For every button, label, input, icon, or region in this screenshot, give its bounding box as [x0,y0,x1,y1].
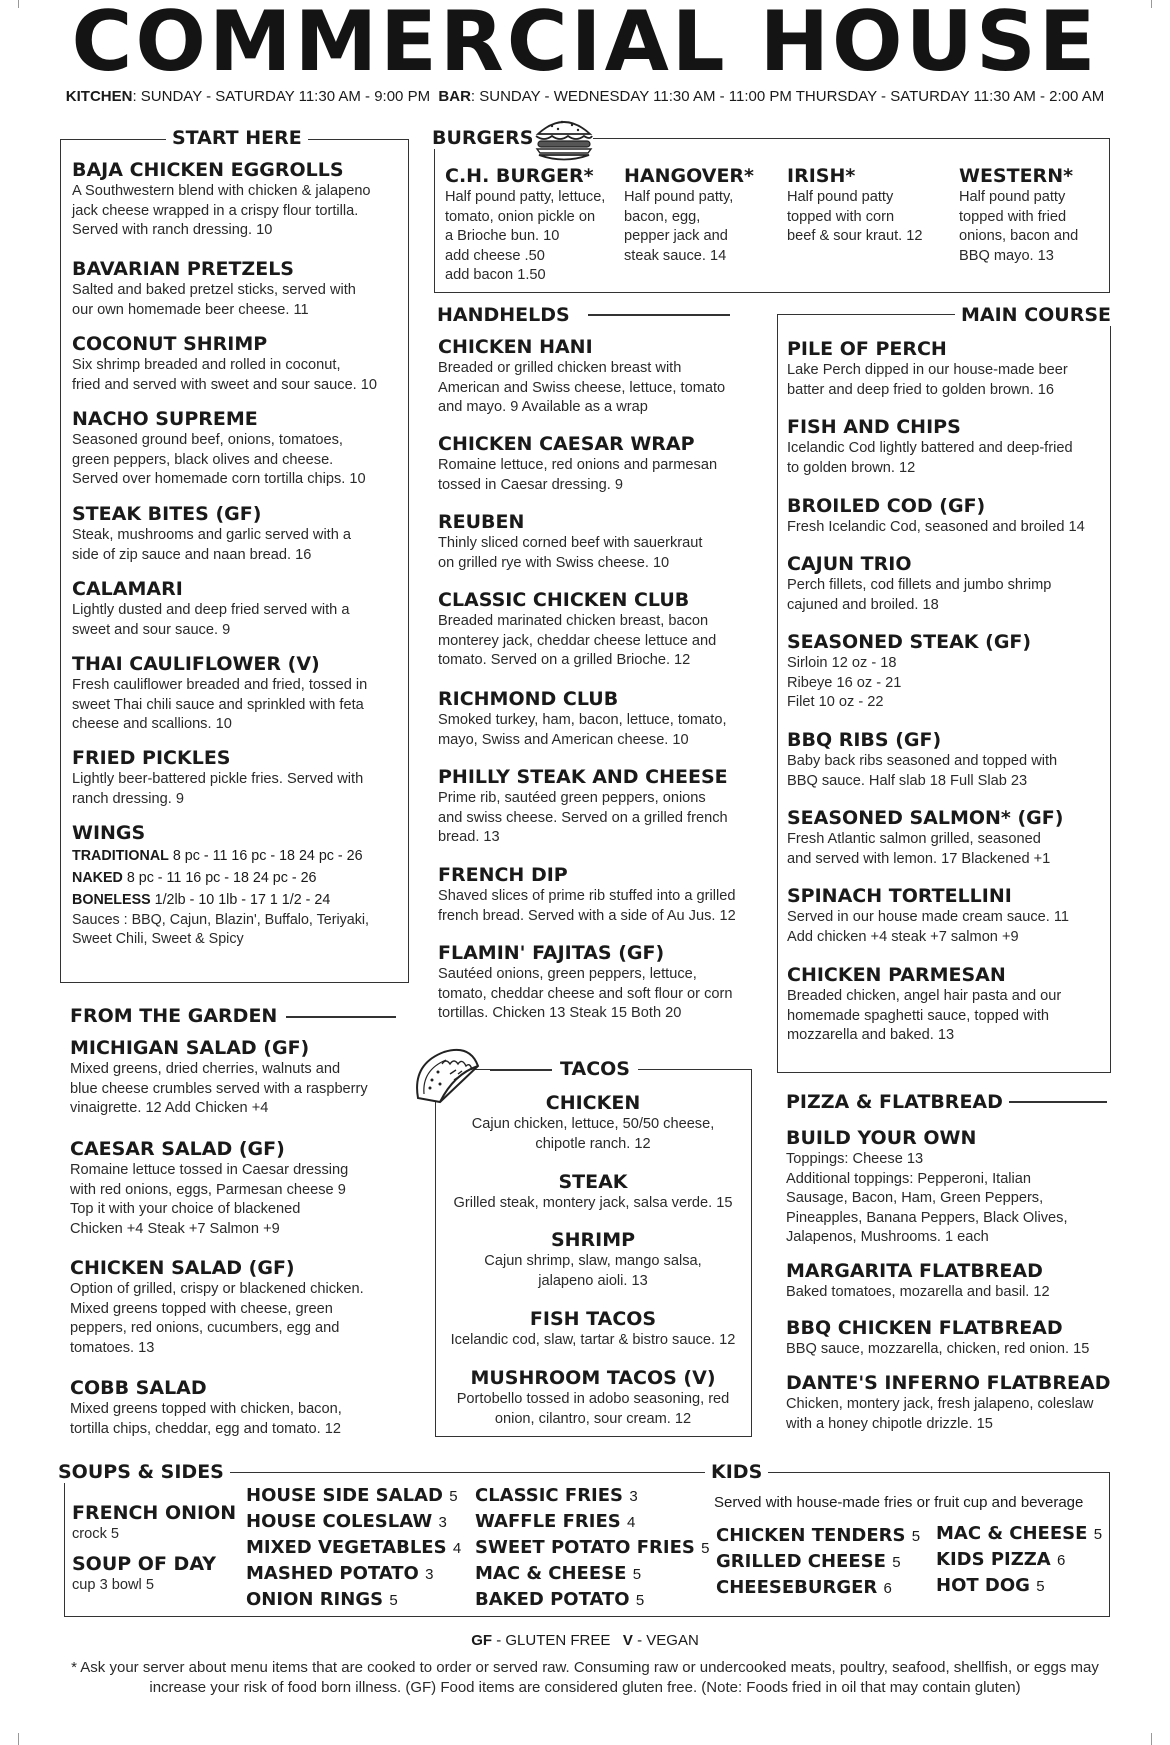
pizza-rule [1005,1101,1107,1103]
menu-item [72,652,367,735]
tacos-title: TACOS [552,1058,638,1080]
item-description: Half pound patty topped with corn beef & sour kraut. 12 [787,189,923,244]
kids-item-name: MAC & CHEESE [936,1523,1088,1544]
item-name: THAI CAULIFLOWER (V) [72,653,320,675]
handhelds-rule [588,314,730,316]
item-description: Served in our house made cream sauce. 11 Add chicken +4 steak +7 salmon +9 [787,909,1070,945]
menu-item [436,1307,750,1351]
item-description: Lake Perch dipped in our house-made beer batter and deep fried to golden brown. 16 [787,362,1068,398]
menu-item [787,630,1031,713]
side-item [246,1535,461,1561]
item-description: Chicken, montery jack, fresh jalapeno, coleslaw with a honey chipotle drizzle. 15 [786,1396,1094,1432]
item-description: Breaded chicken, angel hair pasta and our homemade spaghetti sauce, topped with mozzarella and baked. 13 [787,988,1062,1043]
item-description: Six shrimp breaded and rolled in coconut, fried and served with sweet and sour sauce. 10 [72,357,378,393]
item-description: Fresh cauliflower breaded and fried, tossed in sweet Thai chili sauce and sprinkled with feta cheese and scallions. 10 [72,677,368,732]
item-name: MARGARITA FLATBREAD [786,1260,1043,1282]
item-description: Lightly beer-battered pickle fries. Served with ranch dressing. 9 [72,771,364,807]
kids-item-name: GRILLED CHEESE [716,1551,886,1572]
soup-item [72,1552,216,1596]
menu-item [72,502,351,565]
item-description: Fresh Atlantic salmon grilled, seasoned and served with lemon. 17 Blackened +1 [787,831,1051,867]
kids-item [716,1575,920,1601]
side-price: 4 [452,1540,462,1557]
side-item [475,1509,709,1535]
kids-item [936,1521,1102,1547]
item-description: Grilled steak, montery jack, salsa verde. 15 [453,1195,733,1211]
item-description: Smoked turkey, ham, bacon, lettuce, tomato, mayo, Swiss and American cheese. 10 [438,712,727,748]
item-description: Fresh Icelandic Cod, seasoned and broiled 14 [787,519,1085,535]
soups-title: SOUPS & SIDES [52,1461,230,1483]
menu-item [72,407,366,490]
kids-item-price: 5 [892,1554,901,1571]
menu-item [436,1228,750,1291]
side-name: WAFFLE FRIES [475,1511,621,1532]
side-item [246,1587,461,1613]
legend [0,1632,1170,1649]
item-name: STEAK [558,1171,628,1193]
pizza-title: PIZZA & FLATBREAD [780,1091,1009,1113]
disclaimer: * Ask your server about menu items that are cooked to order or served raw. Consuming raw or undercooked meats, poultry, seafood, shellfish, or eggs may increase your risk of food born illness. (GF) Food items are considered gluten free. (Note: Foods fried in oil that may contain gluten) [71,1659,1099,1696]
item-name: HANGOVER* [624,165,754,187]
menu-item [438,765,728,848]
item-name: SEASONED SALMON* (GF) [787,807,1064,829]
side-item [475,1535,709,1561]
menu-item [438,432,717,495]
item-name: SHRIMP [550,1229,636,1251]
kids-item-price: 5 [1093,1526,1103,1543]
item-name: BUILD YOUR OWN [786,1127,977,1149]
item-name: FISH AND CHIPS [787,416,961,438]
item-name: WINGS [72,822,146,844]
menu-item [786,1371,1111,1434]
menu-item [959,164,1078,266]
item-name: PILE OF PERCH [787,338,947,360]
bar-hours: : SUNDAY - WEDNESDAY 11:30 AM - 11:00 PM THURSDAY - SATURDAY 11:30 AM - 2:00 AM [470,88,1105,105]
item-name: CAJUN TRIO [787,553,912,575]
menu-item [72,746,363,809]
crop-mark [18,1733,29,1745]
garden-rule [286,1016,396,1018]
wings-boneless [72,889,369,911]
item-name: CLASSIC CHICKEN CLUB [438,589,690,611]
item-name: BROILED COD (GF) [787,495,986,517]
side-name: MASHED POTATO [246,1563,419,1584]
menu-item [438,588,716,671]
wings-sauces: Sauces : BBQ, Cajun, Blazin', Buffalo, Teriyaki, Sweet Chili, Sweet & Spicy [72,912,370,947]
side-item [475,1561,709,1587]
item-name: STEAK BITES (GF) [72,503,262,525]
item-description: Romaine lettuce tossed in Caesar dressing with red onions, eggs, Parmesan cheese 9 Top it with your choice of blackened Chicken +4 Steak +7 Salmon +9 [70,1162,349,1237]
item-name: FRIED PICKLES [72,747,231,769]
item-name: FISH TACOS [529,1308,657,1330]
wings-naked [72,867,369,889]
item-description: Half pound patty, lettuce, tomato, onion pickle on a Brioche bun. 10 add cheese .50 add bacon 1.50 [445,189,606,283]
item-description: A Southwestern blend with chicken & jalapeno jack cheese wrapped in a crispy flour tortilla. Served with ranch dressing. 10 [72,183,371,238]
item-description: Toppings: Cheese 13 Additional toppings: Pepperoni, Italian Sausage, Bacon, Ham, Green Peppers, Pineapples, Banana Peppers, Black Olives, Jalapenos, Mushrooms. 1 each [786,1151,1068,1245]
legend-v-text: - VEGAN [632,1632,699,1649]
item-name: MUSHROOM TACOS (V) [470,1367,716,1389]
kids-item [716,1523,920,1549]
wings-traditional-prices: 8 pc - 11 16 pc - 18 24 pc - 26 [168,848,363,864]
item-name: CHICKEN PARMESAN [787,964,1006,986]
side-name: HOUSE COLESLAW [246,1511,433,1532]
side-name: MIXED VEGETABLES [246,1537,447,1558]
side-name: CLASSIC FRIES [475,1485,624,1506]
kids-item-price: 6 [1057,1552,1066,1569]
item-name: COBB SALAD [70,1377,207,1399]
menu-item [72,158,371,241]
side-price: 3 [629,1488,638,1505]
menu-item [438,941,732,1024]
side-price: 3 [438,1514,447,1531]
item-description: Breaded marinated chicken breast, bacon monterey jack, cheddar cheese lettuce and tomato. Served on a grilled Brioche. 12 [438,613,717,668]
item-description: Cajun chicken, lettuce, 50/50 cheese, chipotle ranch. 12 [471,1116,715,1152]
side-name: MAC & CHEESE [475,1563,627,1584]
item-description: Perch fillets, cod fillets and jumbo shrimp cajuned and broiled. 18 [787,577,1052,613]
item-name: FRENCH ONION [72,1502,237,1524]
side-price: 5 [632,1566,642,1583]
item-name: DANTE'S INFERNO FLATBREAD [786,1372,1111,1394]
side-item [246,1483,461,1509]
menu-item [72,577,349,640]
kids-item [936,1547,1102,1573]
item-description: Salted and baked pretzel sticks, served with our own homemade beer cheese. 11 [72,282,356,318]
sides-col-1 [246,1483,461,1613]
start-here-title: START HERE [166,127,308,149]
item-description: Option of grilled, crispy or blackened chicken. Mixed greens topped with cheese, green peppers, red onions, cucumbers, egg and tomatoes. 13 [70,1281,364,1356]
item-name: MICHIGAN SALAD (GF) [70,1037,310,1059]
wings-naked-prices: 8 pc - 11 16 pc - 18 24 pc - 26 [122,870,317,886]
menu-item [624,164,754,266]
item-name: CHICKEN SALAD (GF) [70,1257,295,1279]
item-name: BBQ CHICKEN FLATBREAD [786,1317,1063,1339]
item-description: Mixed greens, dried cherries, walnuts and blue cheese crumbles served with a raspberry vinaigrette. 12 Add Chicken +4 [70,1061,368,1116]
burger-icon [532,112,596,164]
crop-mark [1141,1733,1152,1745]
menu-item [787,728,1057,791]
item-description: Half pound patty, bacon, egg, pepper jack and steak sauce. 14 [624,189,734,264]
side-item [246,1509,461,1535]
item-description: Romaine lettuce, red onions and parmesan tossed in Caesar dressing. 9 [438,457,718,493]
menu-item [786,1316,1089,1360]
bar-label: BAR [438,88,471,105]
side-price: 5 [635,1592,645,1609]
menu-item [70,1256,364,1358]
item-description: Prime rib, sautéed green peppers, onions and swiss cheese. Served on a grilled french bread. 13 [438,790,728,845]
item-name: WESTERN* [959,165,1074,187]
item-name: CAESAR SALAD (GF) [70,1138,285,1160]
item-description: Thinly sliced corned beef with sauerkraut on grilled rye with Swiss cheese. 10 [438,535,703,571]
kids-item-name: KIDS PIZZA [936,1549,1051,1570]
menu-item [436,1170,750,1214]
menu-item [72,332,377,395]
side-price: 5 [389,1592,398,1609]
item-description: BBQ sauce, mozzarella, chicken, red onion. 15 [786,1341,1090,1357]
item-description: Steak, mushrooms and garlic served with a side of zip sauce and naan bread. 16 [72,527,352,563]
item-name: BAJA CHICKEN EGGROLLS [72,159,344,181]
menu-item [436,1366,750,1429]
side-price: 3 [425,1566,434,1583]
menu-item [787,806,1063,869]
wings-boneless-prices: 1/2lb - 10 1lb - 17 1 1/2 - 24 [150,892,331,908]
item-name: SEASONED STEAK (GF) [787,631,1032,653]
menu-item [72,257,356,320]
side-item [246,1561,461,1587]
item-name: FLAMIN' FAJITAS (GF) [438,942,665,964]
kids-title: KIDS [705,1461,768,1483]
item-description: Cajun shrimp, slaw, mango salsa, jalapeno aioli. 13 [484,1253,702,1289]
side-name: SWEET POTATO FRIES [475,1537,695,1558]
item-name: IRISH* [787,165,856,187]
legend-gf-label: GF [471,1632,493,1649]
item-description: Baby back ribs seasoned and topped with BBQ sauce. Half slab 18 Full Slab 23 [787,753,1058,789]
kids-col-1 [716,1523,920,1601]
kids-item-price: 5 [1036,1578,1045,1595]
kids-item [716,1549,920,1575]
item-name: PHILLY STEAK AND CHEESE [438,766,728,788]
side-price: 5 [701,1540,710,1557]
wings-boneless-label: BONELESS [72,892,151,908]
item-name: CHICKEN [545,1092,641,1114]
item-name: SOUP OF DAY [72,1553,216,1575]
wings-traditional-label: TRADITIONAL [72,848,169,864]
item-name: RICHMOND CLUB [438,688,619,710]
item-description: Baked tomatoes, mozarella and basil. 12 [786,1284,1050,1300]
menu-item [436,1091,750,1154]
menu-item [787,415,1073,478]
item-description: Portobello tossed in adobo seasoning, red onion, cilantro, sour cream. 12 [456,1391,730,1427]
item-description: cup 3 bowl 5 [72,1577,154,1593]
page-title: COMMERCIAL HOUSE [71,0,1099,90]
item-name: BAVARIAN PRETZELS [72,258,294,280]
item-name: CHICKEN HANI [438,336,593,358]
garden-title: FROM THE GARDEN [64,1005,283,1027]
sides-col-2 [475,1483,709,1613]
item-description: Seasoned ground beef, onions, tomatoes, green peppers, black olives and cheese. Served over homemade corn tortilla chips. 10 [72,432,366,487]
menu-item [445,164,605,286]
item-description: Icelandic cod, slaw, tartar & bistro sauce. 12 [450,1332,736,1348]
kids-subtitle: Served with house-made fries or fruit cup and beverage [714,1494,1084,1511]
item-name: CALAMARI [72,578,183,600]
kitchen-hours: : SUNDAY - SATURDAY 11:30 AM - 9:00 PM [132,88,431,105]
side-name: ONION RINGS [246,1589,384,1610]
item-name: COCONUT SHRIMP [72,333,268,355]
kitchen-label: KITCHEN [65,88,133,105]
kids-col-2 [936,1521,1102,1599]
main-course-title: MAIN COURSE [955,304,1117,326]
side-item [475,1483,709,1509]
kids-item-price: 5 [911,1528,921,1545]
item-description: Half pound patty topped with fried onions, bacon and BBQ mayo. 13 [959,189,1079,264]
kids-item-price: 6 [883,1580,892,1597]
item-description: crock 5 [72,1526,120,1542]
item-description: Breaded or grilled chicken breast with American and Swiss cheese, lettuce, tomato and mayo. 9 Available as a wrap [438,360,726,415]
menu-item [438,510,702,573]
item-name: REUBEN [438,511,525,533]
hours-line [0,88,1170,105]
item-name: CHICKEN CAESAR WRAP [438,433,695,455]
menu-item [787,963,1061,1046]
wings-item [72,821,369,949]
side-name: BAKED POTATO [475,1589,630,1610]
side-price: 5 [449,1488,458,1505]
item-description: Lightly dusted and deep fried served with a sweet and sour sauce. 9 [72,602,350,638]
kids-item-name: CHEESEBURGER [716,1577,878,1598]
item-description: Sautéed onions, green peppers, lettuce, tomato, cheddar cheese and soft flour or corn tortillas. Chicken 13 Steak 15 Both 20 [438,966,733,1021]
menu-item [787,494,1085,538]
side-price: 4 [627,1514,636,1531]
item-name: NACHO SUPREME [72,408,258,430]
side-name: HOUSE SIDE SALAD [246,1485,443,1506]
menu-item [787,884,1069,947]
soup-item [72,1501,236,1545]
side-item [475,1587,709,1613]
menu-item [70,1376,342,1439]
item-description: Mixed greens topped with chicken, bacon, tortilla chips, cheddar, egg and tomato. 12 [70,1401,342,1437]
wings-naked-label: NAKED [72,870,123,886]
kids-item-name: CHICKEN TENDERS [716,1525,906,1546]
item-description: Shaved slices of prime rib stuffed into a grilled french bread. Served with a side of Au Jus. 12 [438,888,736,924]
handhelds-title: HANDHELDS [431,304,576,326]
menu-item [438,863,736,926]
kids-item [936,1573,1102,1599]
menu-item [787,337,1068,400]
tacos-rule [490,1069,552,1071]
item-name: BBQ RIBS (GF) [787,729,942,751]
burgers-title: BURGERS [426,127,593,149]
wings-traditional [72,845,369,867]
item-name: C.H. BURGER* [445,165,594,187]
menu-item [787,552,1051,615]
legend-v-label: V [622,1632,633,1649]
menu-item [786,1259,1050,1303]
kids-item-name: HOT DOG [936,1575,1030,1596]
item-description: Icelandic Cod lightly battered and deep-fried to golden brown. 12 [787,440,1073,476]
item-name: FRENCH DIP [438,864,568,886]
item-name: SPINACH TORTELLINI [787,885,1012,907]
legend-gf-text: - GLUTEN FREE [492,1632,611,1649]
menu-item [70,1036,368,1119]
menu-item [70,1137,348,1239]
menu-item [438,335,725,418]
menu-item [787,164,922,247]
menu-item [438,687,727,750]
menu-item [786,1126,1068,1248]
item-description: Sirloin 12 oz - 18 Ribeye 16 oz - 21 Filet 10 oz - 22 [787,655,902,710]
